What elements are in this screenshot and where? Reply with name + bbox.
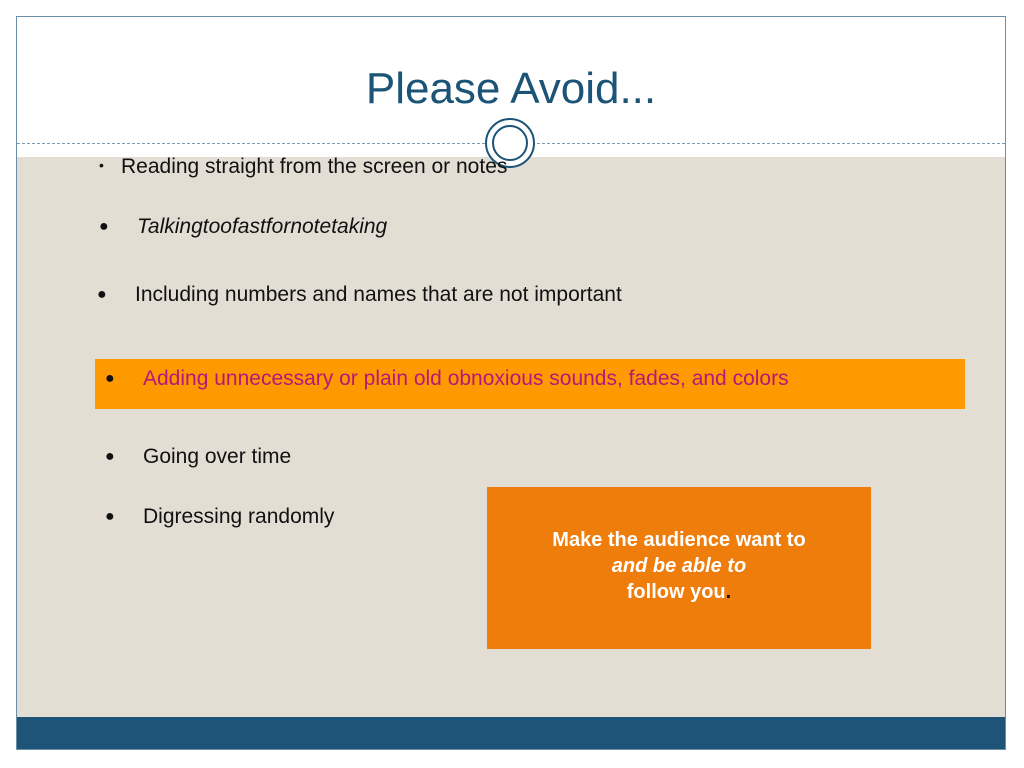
bullet-text: Going over time [143, 445, 292, 468]
bullet-text: Adding unnecessary or plain old obnoxious sounds, fades, and colors [143, 367, 789, 390]
bullet-item-highlighted [105, 367, 789, 391]
bullet-marker: ● [99, 218, 109, 235]
bullet-text: Talkingtoofastfornotetaking [137, 215, 388, 238]
slide [16, 16, 1006, 750]
bullet-item [99, 155, 507, 179]
bullet-item [105, 445, 291, 469]
bullet-text: Reading straight from the screen or notes [121, 155, 508, 178]
bullet-item [99, 215, 387, 239]
bullet-marker: • [99, 157, 104, 173]
slide-title: Please Avoid... [365, 64, 657, 113]
bullet-text: Including numbers and names that are not important [135, 283, 622, 306]
bullet-marker: ● [105, 448, 115, 465]
bullet-item [105, 505, 334, 529]
callout-line-3 [487, 579, 871, 605]
callout-line-3-text: follow you [626, 581, 726, 603]
bullet-text: Digressing randomly [143, 505, 335, 528]
bullet-item [97, 283, 622, 307]
callout-box [487, 487, 871, 649]
bullet-marker: ● [97, 286, 107, 303]
bullet-marker: ● [105, 508, 115, 525]
callout-period: . [725, 581, 732, 603]
callout-line-1: Make the audience want to [552, 529, 806, 551]
callout-line-2: and be able to [611, 555, 747, 577]
bullet-marker: ● [105, 370, 115, 387]
footer-bar [17, 717, 1005, 750]
